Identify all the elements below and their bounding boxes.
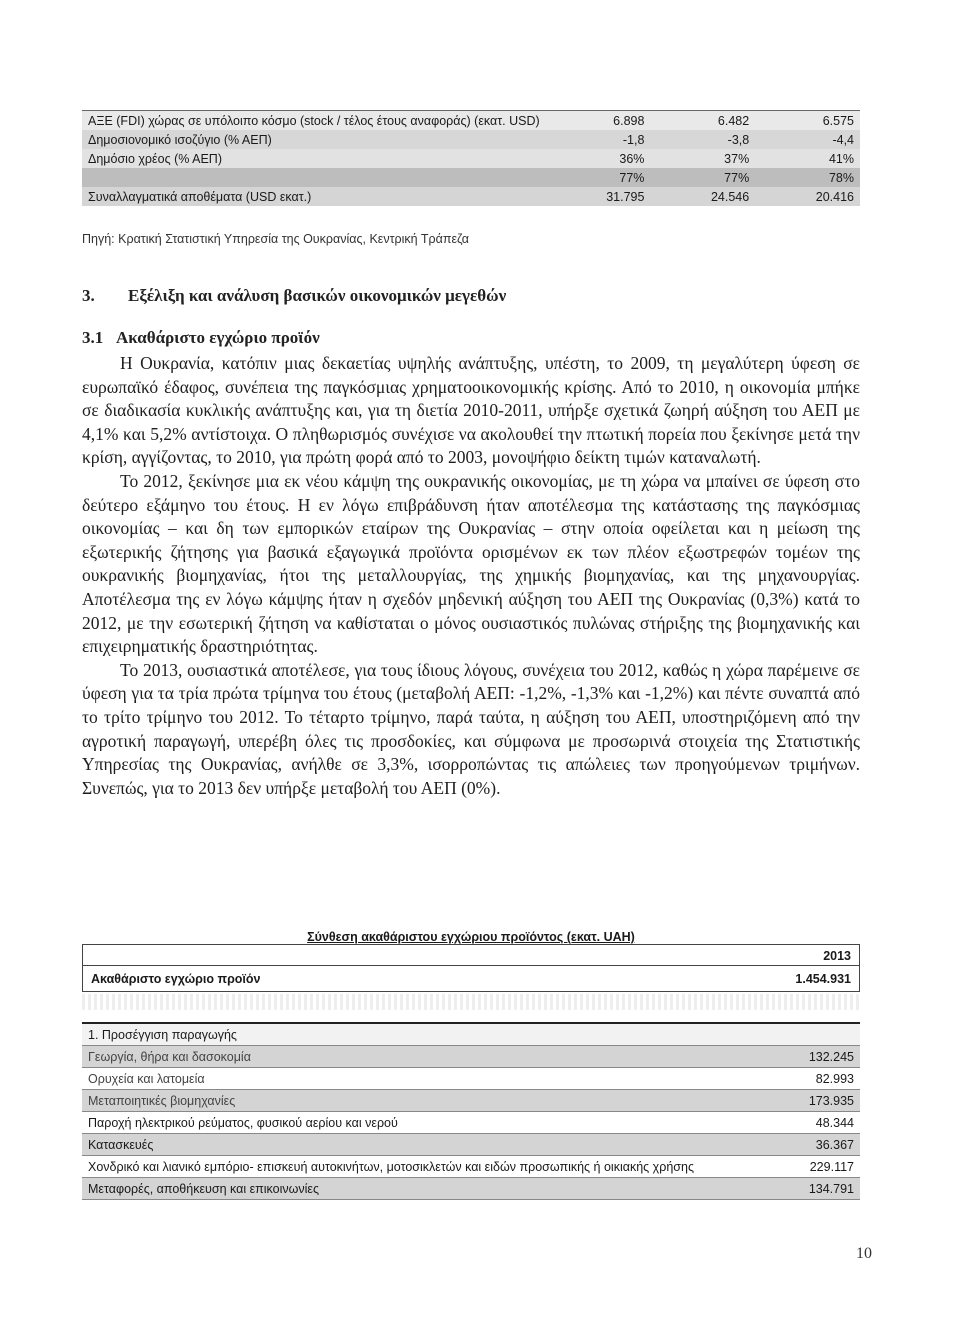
row-label: Γεωργία, θήρα και δασοκομία: [88, 1049, 251, 1064]
gdp-separator: [82, 994, 860, 1010]
table-row: [82, 1046, 860, 1068]
row-label: Μεταφορές, αποθήκευση και επικοινωνίες: [88, 1181, 320, 1196]
gdp-table-title: Σύνθεση ακαθάριστου εγχώριου προϊόντος (εκατ. UAH): [307, 930, 635, 944]
paragraph: Το 2012, ξεκίνησε μια εκ νέου κάμψη της ουκρανικής οικονομίας, με τη χώρα να μπαίνει σε ύφεση στο δεύτερο εξάμηνο του έτους. Η εν λόγω επιβράδυνση ήταν αποτέλεσμα της κατάστασης της παγκόσμιας οικονομίας – και δη των εμπορικών εταίρων της Ουκρανίας – στην οποία οφείλεται και η μείωση της εξωτερικής ζήτησης για βασικά εξαγωγικά προϊόντα ορισμένων εκ των πλέον εξωστρεφών τομέων της ουκρανικής βιομηχανίας, ήτοι της μεταλλουργίας, της χημικής βιομηχανίας, και της μηχανουργίας. Αποτέλεσμα της εν λόγω κάμψης ήταν η σχεδόν μηδενική αύξηση του ΑΕΠ της Ουκρανίας (0,3%) κατά το 2012, με την εσωτερική ζήτηση να καθίσταται ο μόνος ουσιαστικός πυλώνας στήριξης της βιομηχανικής και επιχειρηματικής δραστηριότητας.: [82, 470, 860, 657]
row-value: 20.416: [815, 189, 854, 204]
gdp-total-value: 1.454.931: [795, 971, 851, 986]
row-label: Ορυχεία και λατομεία: [88, 1071, 205, 1086]
paragraph: Το 2013, ουσιαστικά αποτέλεσε, για τους ίδιους λόγους, συνέχεια του 2012, καθώς η χώρα παρέμεινε σε ύφεση για τα τρία πρώτα τρίμηνα του έτους (μεταβολή ΑΕΠ: -1,2%, -1,3% και -1,2%) και πέντε συναπτά από το τρίτο τρίμηνο του 2012. Το τέταρτο τρίμηνο, παρά ταύτα, η αύξηση του ΑΕΠ, υποστηριζόμενη από την αγροτική παραγωγή, υπερέβη όλες τις προσδοκίες, και σύμφωνα με προσωρινά στοιχεία της Στατιστικής Υπηρεσίας της Ουκρανίας, ανήλθε σε 3,3%, ισορροπώντας τις απώλειες των προηγούμενων τριμήνων. Συνεπώς, για το 2013 δεν υπήρξε μεταβολή του ΑΕΠ (0%).: [82, 659, 860, 798]
row-value: 134.791: [808, 1181, 854, 1196]
section-title: Εξέλιξη και ανάλυση βασικών οικονομικών μεγεθών: [128, 286, 507, 305]
table-row: [82, 187, 860, 206]
gdp-year-header: 2013: [82, 944, 860, 966]
gdp-section-row: [82, 1024, 860, 1046]
row-value: 173.935: [808, 1093, 854, 1108]
source-note: Πηγή: Κρατική Στατιστική Υπηρεσία της Ουκρανίας, Κεντρική Τράπεζα: [82, 232, 469, 246]
section-heading: [82, 286, 506, 306]
row-value: 82.993: [815, 1071, 854, 1086]
row-value: 6.482: [717, 113, 750, 128]
table-row: [82, 1068, 860, 1090]
gdp-total-row: [82, 966, 860, 992]
row-value: 229.117: [809, 1159, 854, 1174]
row-value: -1,8: [622, 132, 645, 147]
row-value: 36.367: [815, 1137, 854, 1152]
row-label: Δημόσιο χρέος (% ΑΕΠ): [88, 151, 222, 166]
row-label: Μεταποιητικές βιομηχανίες: [88, 1093, 236, 1108]
subsection-title: Ακαθάριστο εγχώριο προϊόν: [116, 328, 320, 347]
row-value: 78%: [828, 170, 854, 185]
row-value: 132.245: [808, 1049, 854, 1064]
row-label: [82, 168, 546, 187]
row-value: 48.344: [815, 1115, 854, 1130]
table-row: [82, 1156, 860, 1178]
table-row: [82, 149, 860, 168]
paragraph: Η Ουκρανία, κατόπιν μιας δεκαετίας υψηλής ανάπτυξης, υπέστη, το 2009, τη μεγαλύτερη ύφεση σε ευρωπαϊκό έδαφος, συνέπεια της παγκόσμιας χρηματοοικονομικής κρίσης. Από το 2010, η οικονομία μπήκε σε διαδικασία κυκλικής ανάπτυξης και, για τη διετία 2010-2011, υπήρξε σχετικά ζωηρή αύξηση του ΑΕΠ με 4,1% και 5,2% αντίστοιχα. Ο πληθωρισμός συνέχισε να ακολουθεί την πτωτική πορεία που ξεκίνησε μετά την κρίση, αγγίζοντας, το 2010, για πρώτη φορά από το 2003, μονοψήφιο δείκτη τιμών καταναλωτή.: [82, 353, 860, 468]
row-value: 24.546: [710, 189, 750, 204]
row-value: 36%: [619, 151, 645, 166]
row-value: 6.575: [822, 113, 854, 128]
gdp-total-label: Ακαθάριστο εγχώριο προϊόν: [91, 971, 261, 986]
row-label: ΑΞΕ (FDI) χώρας σε υπόλοιπο κόσμο (stock / τέλος έτους αναφοράς) (εκατ. USD): [88, 113, 540, 128]
row-value: 31.795: [606, 189, 645, 204]
row-value: 77%: [724, 170, 750, 185]
gdp-section-label: 1. Προσέγγιση παραγωγής: [88, 1027, 237, 1042]
page-number: 10: [856, 1245, 872, 1262]
row-value: 6.898: [613, 113, 645, 128]
table-row: [82, 1112, 860, 1134]
table-row: [82, 168, 860, 187]
row-value: -4,4: [832, 132, 854, 147]
subsection-heading: [82, 328, 320, 348]
indicators-table: [82, 110, 860, 206]
table-row: [82, 1090, 860, 1112]
row-label: Χονδρικό και λιανικό εμπόριο- επισκευή αυτοκινήτων, μοτοσικλετών και ειδών προσωπικής ή οικιακής χρήσης: [88, 1159, 694, 1174]
table-row: [82, 130, 860, 149]
section-number: 3.: [82, 286, 95, 305]
row-value: 37%: [724, 151, 750, 166]
table-row: [82, 111, 860, 131]
row-value: 77%: [619, 170, 645, 185]
row-value: 41%: [828, 151, 854, 166]
gdp-production-table: [82, 1022, 860, 1200]
row-label: Κατασκευές: [88, 1137, 154, 1152]
row-value: -3,8: [727, 132, 750, 147]
table-row: [82, 1134, 860, 1156]
row-label: Παροχή ηλεκτρικού ρεύματος, φυσικού αερίου και νερού: [88, 1115, 398, 1130]
row-label: Δημοσιονομικό ισοζύγιο (% ΑΕΠ): [88, 132, 272, 147]
table-row: [82, 1178, 860, 1200]
row-label: Συναλλαγματικά αποθέματα (USD εκατ.): [88, 189, 312, 204]
body-text: [82, 352, 860, 800]
subsection-number: 3.1: [82, 328, 104, 347]
